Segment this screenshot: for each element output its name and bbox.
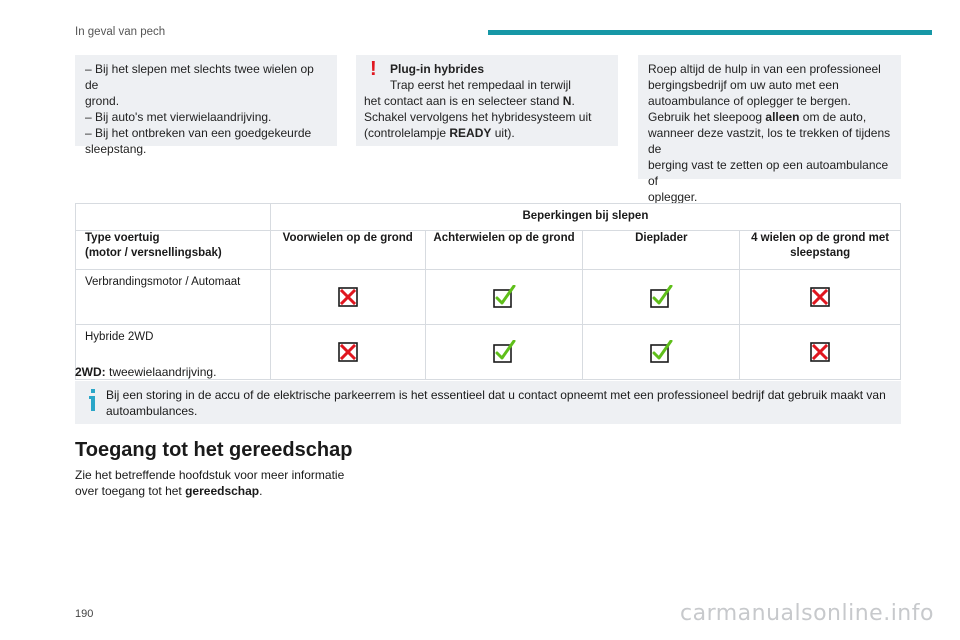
warning-exclamation-icon: ! (370, 58, 377, 80)
towing-mark-cell (270, 325, 425, 380)
section-body: Zie het betreffende hoofdstuk voor meer informatie over toegang tot het gereedschap. (75, 468, 345, 498)
warning-line: het contact aan is en selecteer stand N. (364, 94, 575, 108)
watermark: carmanualsonline.info (680, 601, 934, 626)
towing-limits-table (75, 203, 901, 380)
towing-mark-cell (425, 325, 583, 380)
box1-line: grond. (85, 94, 120, 108)
box1-line: – Bij het ontbreken van een goedgekeurde (85, 126, 312, 140)
box3-line: oplegger. (648, 190, 698, 204)
allowed-check-icon (492, 340, 516, 364)
box3-line: Roep altijd de hulp in van een professioneel (648, 62, 881, 76)
not-allowed-cross-icon (808, 340, 832, 364)
table-group-header-row (76, 204, 901, 231)
table-header-row (76, 231, 901, 270)
allowed-check-icon (649, 340, 673, 364)
warning-line: Trap eerst het rempedaal in terwijl (390, 78, 571, 92)
2wd-footnote: 2WD: tweewielaandrijving. (75, 365, 217, 379)
towing-mark-cell (740, 325, 901, 380)
plugin-hybrid-warning-box (356, 55, 618, 146)
box3-line: bergingsbedrijf om uw auto met een (648, 78, 839, 92)
towing-mark-cell (583, 325, 740, 380)
box3-line: wanneer deze vastzit, los te trekken of tijdens de (648, 126, 891, 156)
row-label: Hybride 2WD (76, 325, 271, 380)
box3-line: berging vast te zetten op een autoambulance of (648, 158, 889, 188)
header-title: In geval van pech (75, 26, 166, 38)
column-header: Achterwielen op de grond (425, 231, 583, 270)
towing-conditions-box (75, 55, 337, 156)
table-row (76, 270, 901, 325)
warning-line: (controlelampje READY uit). (364, 126, 515, 140)
header-accent-bar (488, 30, 932, 35)
allowed-check-icon (649, 285, 673, 309)
box1-line: – Bij het slepen met slechts twee wielen op de (85, 62, 314, 92)
towing-mark-cell (740, 270, 901, 325)
row-label: Verbrandingsmotor / Automaat (76, 270, 271, 325)
section-title: Toegang tot het gereedschap (75, 439, 353, 461)
column-header: Voorwielen op de grond (270, 231, 425, 270)
allowed-check-icon (492, 285, 516, 309)
not-allowed-cross-icon (336, 285, 360, 309)
not-allowed-cross-icon (808, 285, 832, 309)
info-icon (88, 389, 98, 411)
column-header: Dieplader (583, 231, 740, 270)
towing-mark-cell (425, 270, 583, 325)
towing-mark-cell (270, 270, 425, 325)
box1-line: sleepstang. (85, 142, 147, 156)
table-group-header: Beperkingen bij slepen (270, 204, 900, 231)
info-note-box (75, 381, 901, 424)
warning-line: Schakel vervolgens het hybridesysteem uit (364, 110, 592, 124)
warning-title: Plug-in hybrides (390, 62, 485, 76)
box1-line: – Bij auto's met vierwielaandrijving. (85, 110, 272, 124)
vehicle-type-header: Type voertuig (motor / versnellingsbak) (76, 231, 271, 270)
column-header: 4 wielen op de grond met sleepstang (740, 231, 901, 270)
not-allowed-cross-icon (336, 340, 360, 364)
professional-towing-box (638, 55, 901, 204)
table-empty-cell (76, 204, 271, 231)
page-number: 190 (75, 608, 94, 620)
towing-mark-cell (583, 270, 740, 325)
info-text: Bij een storing in de accu of de elektrische parkeerrem is het essentieel dat u contact opneemt met een professioneel bedrijf dat gebruik maakt van autoambulances. (106, 388, 886, 418)
box3-line: Gebruik het sleepoog alleen om de auto, (648, 110, 867, 124)
box3-line: autoambulance of oplegger te bergen. (648, 94, 851, 108)
